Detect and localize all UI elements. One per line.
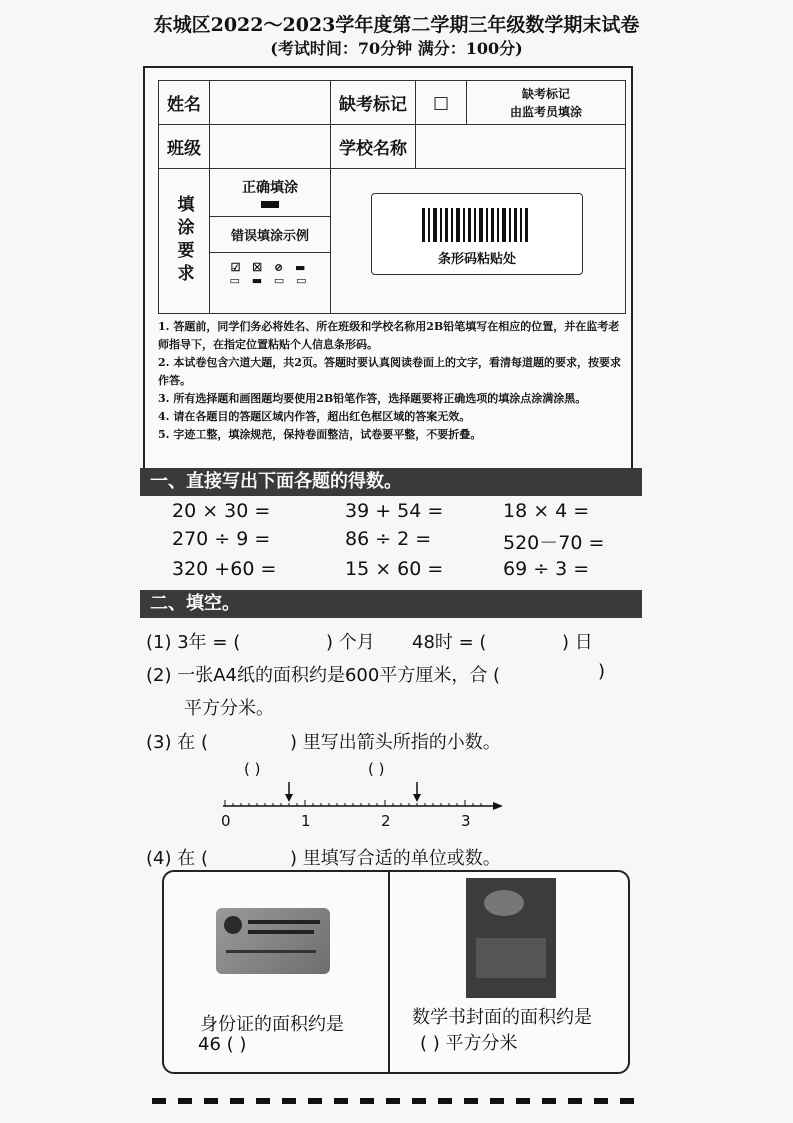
name-label: 姓名: [159, 81, 210, 125]
q1-part-a: (1) 3年 = (: [146, 632, 241, 653]
absent-label: 缺考标记: [331, 81, 416, 125]
calc-item: 270 ÷ 9 =: [172, 528, 271, 550]
correct-fill-label: 正确填涂: [242, 180, 298, 196]
note-item: 3. 所有选择题和画图题均要使用2B铅笔作答，选择题要将正确选项的填涂点涂满涂黑。: [158, 392, 587, 405]
section-1-heading: 一、直接写出下面各题的得数。: [140, 468, 642, 496]
id-card-caption: 身份证的面积约是: [200, 1014, 344, 1035]
instructions: [158, 318, 628, 444]
exam-subtitle: (考试时间：70分钟 满分：100分): [270, 39, 523, 58]
calc-item: 15 × 60 =: [345, 558, 444, 580]
calc-item: 320 +60 =: [172, 558, 277, 580]
school-field[interactable]: [416, 125, 626, 169]
numberline-label: 3: [461, 812, 471, 830]
school-label: 学校名称: [331, 125, 416, 169]
fill-examples: [210, 169, 331, 314]
q3-part-a: (3) 在 (: [146, 732, 208, 753]
numberline-blank: ( ): [368, 760, 385, 778]
wrong-fill-marks: ☑ ☒ ⊘ ▬ ▭ ▬ ▭ ▭: [229, 261, 311, 287]
note-item: 4. 请在各题目的答题区域内作答，超出红色框区域的答案无效。: [158, 410, 471, 423]
card-divider: [388, 870, 390, 1072]
id-card-answer: 46 ( ): [198, 1034, 247, 1055]
exam-title: 东城区2022～2023学年度第二学期三年级数学期末试卷: [153, 14, 640, 36]
name-field[interactable]: [210, 81, 331, 125]
class-field[interactable]: [210, 125, 331, 169]
note-item: 5. 字迹工整，填涂规范，保持卷面整洁，试卷要平整，不要折叠。: [158, 428, 482, 441]
numberline-label: 0: [221, 812, 231, 830]
fill-req-label: 填涂要求: [159, 169, 210, 314]
book-caption: 数学书封面的面积约是: [412, 1007, 592, 1028]
q1-part-c: 48时 = (: [412, 632, 487, 653]
barcode-area: [331, 169, 626, 314]
absent-note: 缺考标记 由监考员填涂: [467, 81, 626, 125]
info-table: [158, 80, 626, 314]
calc-item: 39 + 54 =: [345, 500, 444, 522]
correct-fill-mark: [261, 201, 279, 208]
barcode-label: 条形码粘贴处: [437, 252, 516, 267]
class-label: 班级: [159, 125, 210, 169]
calc-item: 86 ÷ 2 =: [345, 528, 432, 550]
q2-part-c: 平方分米。: [184, 698, 274, 719]
numberline-label: 1: [301, 812, 311, 830]
barcode-box: [371, 193, 583, 275]
section-2-heading: 二、填空。: [140, 590, 642, 618]
barcode-icon: [372, 202, 582, 254]
q4-part-a: (4) 在 (: [146, 848, 208, 869]
q3-part-b: ) 里写出箭头所指的小数。: [290, 732, 501, 753]
q2-part-b: ): [598, 661, 606, 682]
calc-item: 18 × 4 =: [503, 500, 590, 522]
numberline-label: 2: [381, 812, 391, 830]
calc-item: 520－70 =: [503, 532, 605, 554]
numberline-blank: ( ): [244, 760, 261, 778]
q2-part-a: (2) 一张A4纸的面积约是600平方厘米，合 (: [146, 665, 501, 686]
calc-item: 69 ÷ 3 =: [503, 558, 590, 580]
book-answer: ( ) 平方分米: [420, 1033, 518, 1054]
math-book-image: [466, 878, 556, 998]
q4-part-b: ) 里填写合适的单位或数。: [290, 848, 501, 869]
note-item: 2. 本试卷包含六道大题，共2页。答题时要认真阅读卷面上的文字，看清每道题的要求，按要求作答。: [158, 356, 621, 387]
arrow-icon: [285, 782, 421, 802]
cut-line: [152, 1098, 166, 1104]
absent-checkbox[interactable]: □: [416, 81, 467, 125]
note-item: 1. 答题前，同学们务必将姓名、所在班级和学校名称用2B铅笔填写在相应的位置，并在监考老师指导下，在指定位置粘贴个人信息条形码。: [158, 320, 620, 351]
calc-item: 20 × 30 =: [172, 500, 271, 522]
wrong-fill-label: 错误填涂示例: [210, 216, 330, 253]
q1-part-b: ) 个月: [326, 632, 375, 653]
q1-part-d: ) 日: [562, 632, 593, 653]
id-card-image: [216, 908, 330, 974]
